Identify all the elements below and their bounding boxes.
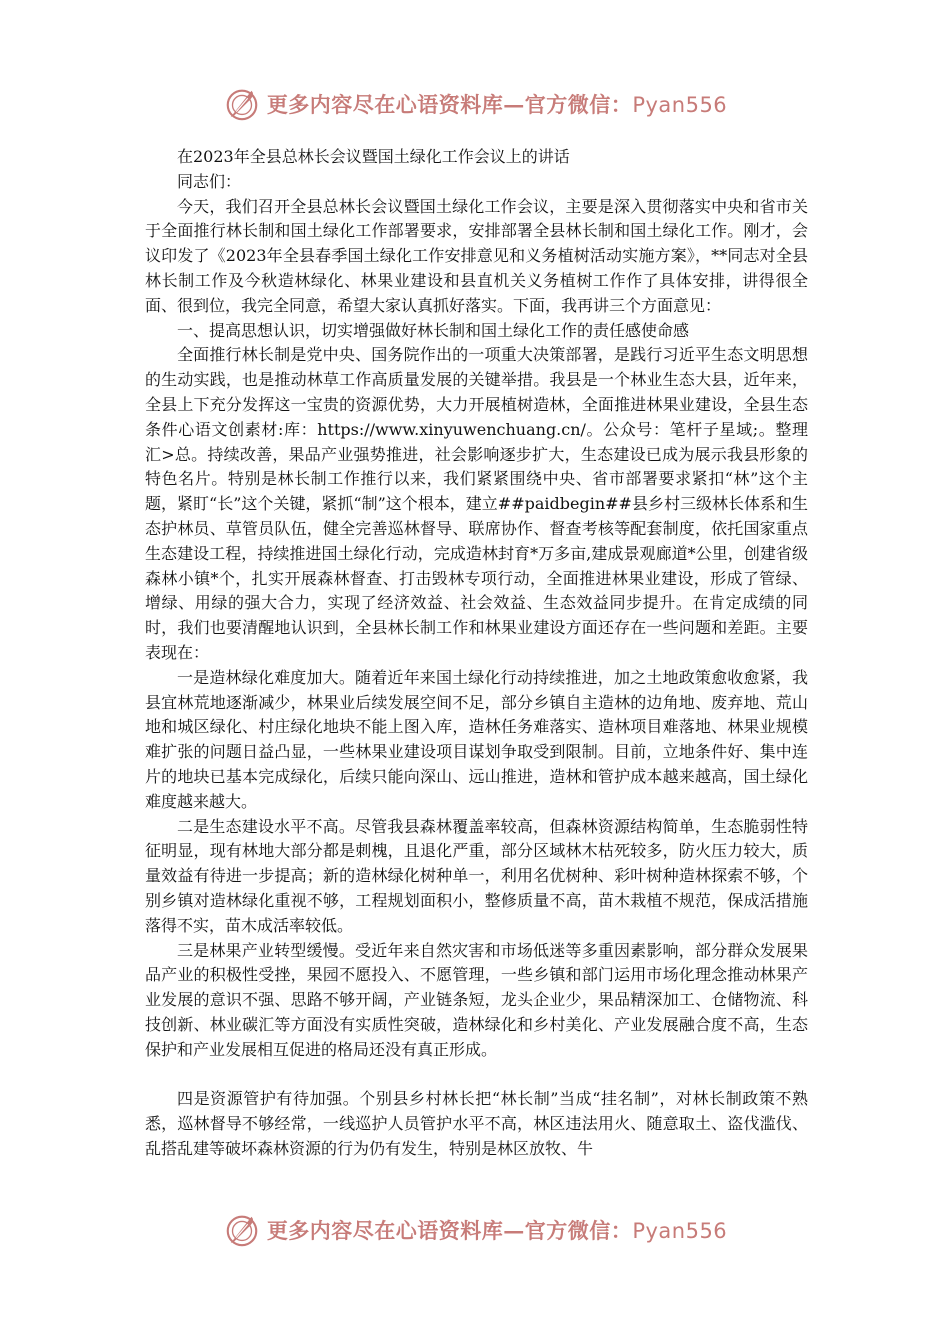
- banner-wechat-id: Pyan556: [632, 1219, 728, 1243]
- quill-logo-icon: [223, 85, 261, 123]
- watermark-banner-bottom: [0, 1208, 950, 1252]
- salutation: 同志们：: [177, 171, 242, 191]
- paragraph-problem-2: 二是生态建设水平不高。尽管我县森林覆盖率较高，但森林资源结构简单，生态脆弱性特征明显，现有林地大部分都是刺槐，且退化严重，部分区域林木枯死较多，防火压力较大，质量效益有待进一步提高；新的造林绿化树种单一，利用名优树种、彩叶树种造林探索不够，个别乡镇对造林绿化重视不够，工程规划面积小，整修质量不高，苗木栽植不规范，保成活措施落得不实，苗木成活率较低。: [145, 816, 808, 935]
- paragraph-problem-4: 四是资源管护有待加强。个别县乡村林长把“林长制”当成“挂名制”，对林长制政策不熟悉，巡林督导不够经常，一线巡护人员管护水平不高，林区违法用火、随意取土、盗伐滥伐、乱搭乱建等破坏森林资源的行为仍有发生，特别是林区放牧、牛: [145, 1089, 808, 1158]
- banner-wechat-id: Pyan556: [632, 93, 728, 117]
- section-heading-1: 一、提高思想认识，切实增强做好林长制和国土绿化工作的责任感使命感: [177, 320, 690, 340]
- paragraph-problem-3: 三是林果产业转型缓慢。受近年来自然灾害和市场低迷等多重因素影响，部分群众发展果品产业的积极性受挫，果园不愿投入、不愿管理，一些乡镇和部门运用市场化理念推动林果产业发展的意识不强、思路不够开阔，产业链条短，龙头企业少，果品精深加工、仓储物流、科技创新、林业碳汇等方面没有实质性突破，造林绿化和乡村美化、产业发展融合度不高，生态保护和产业发展相互促进的格局还没有真正形成。: [145, 940, 808, 1059]
- paragraph-achievements: 全面推行林长制是党中央、国务院作出的一项重大决策部署，是践行习近平生态文明思想的生动实践，也是推动林草工作高质量发展的关键举措。我县是一个林业生态大县，近年来，全县上下充分发挥这一宝贵的资源优势，大力开展植树造林，全面推进林果业建设，全县生态条件心语文创素材:库：https://www.xinyuwenchuang.cn/。公众号：笔杆子星域;。整理汇>总。持续改善，果品产业强势推进，社会影响逐步扩大，生态建设已成为展示我县形象的特色名片。特别是林长制工作推行以来，我们紧紧围绕中央、省市部署要求紧扣“林”这个主题，紧盯“长”这个关键，紧抓“制”这个根本，建立##paidbegin##县乡村三级林长体系和生态护林员、草管员队伍，健全完善巡林督导、联席协作、督查考核等配套制度，依托国家重点生态建设工程，持续推进国土绿化行动，完成造林封育*万多亩,建成景观廊道*公里，创建省级森林小镇*个，扎实开展森林督查、打击毁林专项行动，全面推进林果业建设，形成了管绿、增绿、用绿的强大合力，实现了经济效益、社会效益、生态效益同步提升。在肯定成绩的同时，我们也要清醒地认识到，全县林长制工作和林果业建设方面还存在一些问题和差距。主要表现在：: [145, 345, 808, 662]
- banner-text: [267, 89, 727, 119]
- paragraph-intro: 今天，我们召开全县总林长会议暨国土绿化工作会议，主要是深入贯彻落实中央和省市关于全面推行林长制和国土绿化工作部署要求，安排部署全县林长制和国土绿化工作。刚才，会议印发了《2023年全县春季国土绿化工作安排意见和义务植树活动实施方案》，**同志对全县林长制工作及今秋造林绿化、林果业建设和县直机关义务植树工作作了具体安排，讲得很全面、很到位，我完全同意，希望大家认真抓好落实。下面，我再讲三个方面意见：: [145, 196, 808, 315]
- banner-label: 更多内容尽在心语资料库—官方微信：: [266, 92, 633, 117]
- paragraph-problem-1: 一是造林绿化难度加大。随着近年来国土绿化行动持续推进，加之土地政策愈收愈紧，我县宜林荒地逐渐减少，林果业后续发展空间不足，部分乡镇自主造林的边角地、废弃地、荒山地和城区绿化、村庄绿化地块不能上图入库，造林任务难落实、造林项目难落地、林果业规模难扩张的问题日益凸显，一些林果业建设项目谋划争取受到限制。目前，立地条件好、集中连片的地块已基本完成绿化，后续只能向深山、远山推进，造林和管护成本越来越高，国土绿化难度越来越大。: [145, 667, 808, 811]
- banner-text: [267, 1215, 727, 1245]
- banner-label: 更多内容尽在心语资料库—官方微信：: [266, 1218, 633, 1243]
- quill-logo-icon: [223, 1211, 261, 1249]
- document-body: [145, 145, 808, 1162]
- watermark-banner-top: [0, 82, 950, 126]
- document-title: 在2023年全县总林长会议暨国土绿化工作会议上的讲话: [177, 147, 570, 166]
